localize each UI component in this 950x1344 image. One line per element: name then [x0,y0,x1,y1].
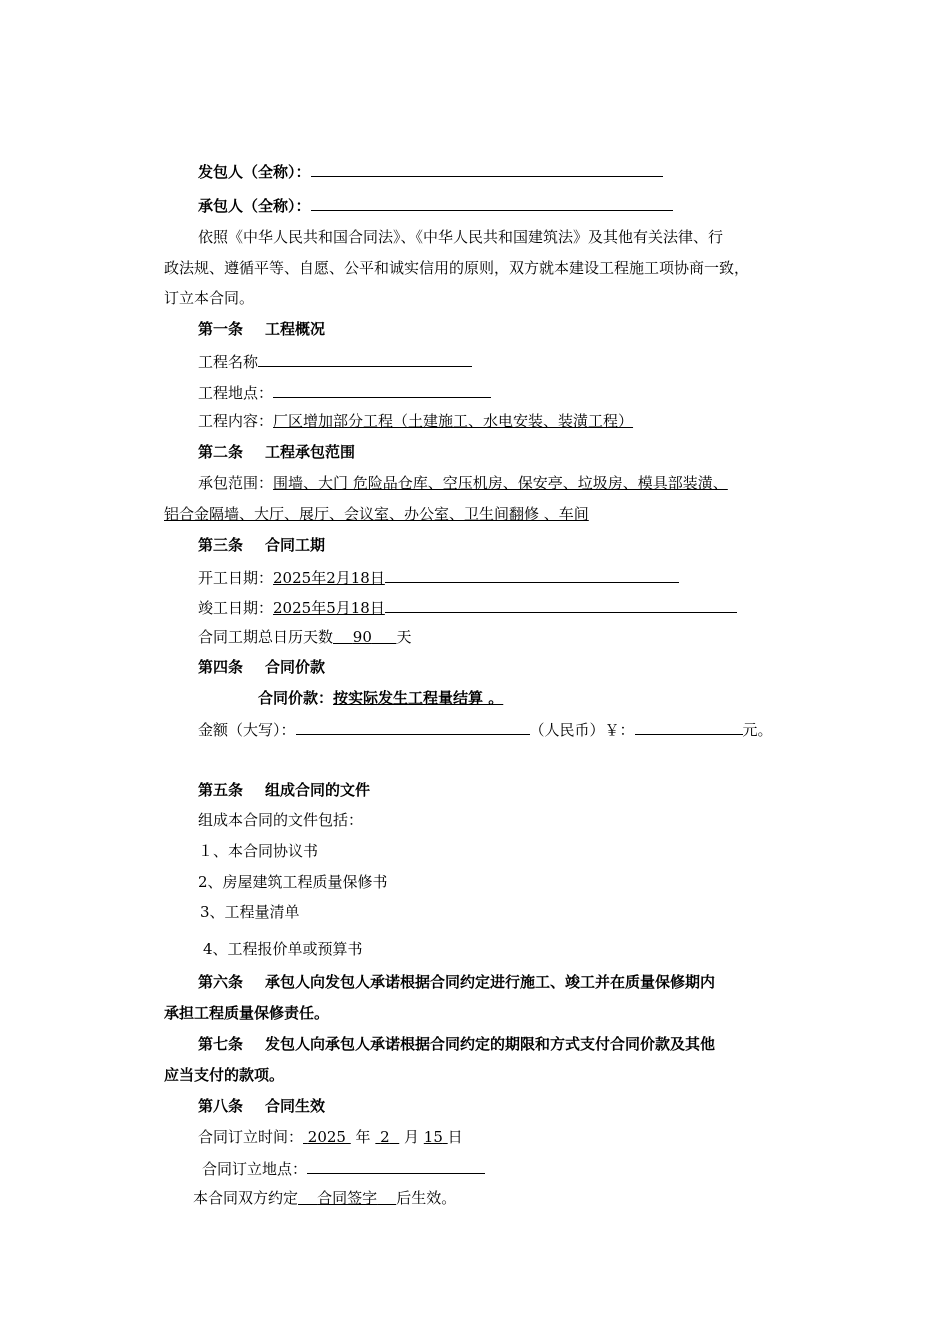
day-unit: 日 [447,1128,463,1146]
project-content-label: 工程内容： [198,412,274,430]
document-item-4: 4、工程报价单或预算书 [203,940,363,958]
article-7-text-2: 应当支付的款项。 [164,1066,285,1084]
article-8-heading [198,1096,325,1116]
scope-row [198,473,728,493]
article-5-number: 第五条 [198,781,244,799]
scope-value-line-1: 围墙、大门 危险品仓库、空压机房、保安亭、垃圾房、模具部装潢、 [273,474,728,492]
article-8-number: 第八条 [198,1097,244,1115]
document-item-1: １、本合同协议书 [198,842,319,860]
start-date-label: 开工日期： [198,569,274,587]
effective-label: 本合同双方约定 [193,1189,299,1207]
signing-year-field [303,1128,351,1146]
project-location-row [198,381,491,403]
scope-value-line-2: 铝合金隔墙、大厅、展厅、会议室、办公室、卫生间翻修 、车间 [164,505,589,523]
amount-row [198,718,773,740]
signing-day-field [424,1128,448,1146]
preamble-line-2: 政法规、遵循平等、自愿、公平和诚实信用的原则，双方就本建设工程施工项协商一致， [164,259,750,277]
effective-value: 合同签字 [317,1189,378,1207]
documents-intro: 组成本合同的文件包括： [198,811,364,829]
end-date-row [198,596,737,618]
project-content-row [198,411,633,431]
article-7-number: 第七条 [198,1035,244,1053]
employer-row [198,160,663,182]
project-name-row [198,350,472,372]
contractor-blank [311,194,673,211]
effective-value-field [298,1189,396,1207]
signing-place-label: 合同订立地点： [202,1160,308,1178]
end-date-blank [385,596,737,613]
end-date-value: 2025年5月18日 [273,599,385,617]
total-days-label: 合同工期总日历天数 [198,628,334,646]
total-days-number: 90 [352,628,372,646]
article-3-title: 合同工期 [265,536,326,554]
article-6-number: 第六条 [198,973,244,991]
article-1-title: 工程概况 [265,320,326,338]
article-1-heading [198,319,325,339]
effective-suffix: 后生效。 [396,1189,457,1207]
yuan-label: 元。 [742,721,773,739]
signing-place-row [202,1157,485,1179]
end-date-label: 竣工日期： [198,599,274,617]
rmb-label: （人民币）￥： [529,721,635,739]
employer-blank [311,160,663,177]
start-date-row [198,566,679,588]
effective-row [193,1188,456,1208]
month-unit: 月 [404,1128,420,1146]
article-2-number: 第二条 [198,443,244,461]
article-8-title: 合同生效 [265,1097,326,1115]
contractor-row [198,194,673,216]
article-6-line-1 [198,972,715,992]
preamble-line-1: 依照《中华人民共和国合同法》、《中华人民共和国建筑法》及其他有关法律、行 [198,228,724,246]
article-1-number: 第一条 [198,320,244,338]
total-days-value [333,628,396,646]
signing-month-field [375,1128,399,1146]
project-content-value: 厂区增加部分工程（土建施工、水电安装、装潢工程） [273,412,634,430]
article-2-heading [198,442,355,462]
article-3-number: 第三条 [198,536,244,554]
signing-date-row [198,1127,463,1147]
start-date-blank [385,566,679,583]
project-name-label: 工程名称 [198,353,259,371]
contract-price-label: 合同价款： [258,689,334,707]
article-5-heading [198,780,370,800]
article-6-text-1: 承包人向发包人承诺根据合同约定进行施工、竣工并在质量保修期内 [265,973,716,991]
total-days-row [198,627,411,647]
article-4-number: 第四条 [198,658,244,676]
employer-label: 发包人（全称）： [198,163,311,181]
article-4-heading [198,657,325,677]
scope-label: 承包范围： [198,474,274,492]
signing-day: 15 [423,1128,443,1146]
contractor-label: 承包人（全称）： [198,197,311,215]
project-location-label: 工程地点： [198,384,274,402]
contract-price-value: 按实际发生工程量结算 。 [333,689,504,707]
signing-place-blank [307,1157,485,1174]
amount-label: 金额（大写）： [198,721,296,739]
article-6-text-2: 承担工程质量保修责任。 [164,1004,330,1022]
project-name-blank [258,350,472,367]
article-7-line-1 [198,1034,715,1054]
document-item-3: 3、工程量清单 [200,903,300,921]
document-item-2: 2、房屋建筑工程质量保修书 [198,873,388,891]
article-2-title: 工程承包范围 [265,443,356,461]
preamble-line-3: 订立本合同。 [164,289,255,307]
project-location-blank [273,381,491,398]
signing-month: 2 [380,1128,390,1146]
amount-words-blank [296,718,530,735]
article-7-text-1: 发包人向承包人承诺根据合同约定的期限和方式支付合同价款及其他 [265,1035,716,1053]
article-4-title: 合同价款 [265,658,326,676]
article-3-heading [198,535,325,555]
contract-price-row [258,688,503,708]
year-unit: 年 [355,1128,371,1146]
amount-figure-blank [635,718,743,735]
signing-date-label: 合同订立时间： [198,1128,304,1146]
start-date-value: 2025年2月18日 [273,569,385,587]
article-5-title: 组成合同的文件 [265,781,371,799]
total-days-unit: 天 [396,628,412,646]
signing-year: 2025 [307,1128,346,1146]
